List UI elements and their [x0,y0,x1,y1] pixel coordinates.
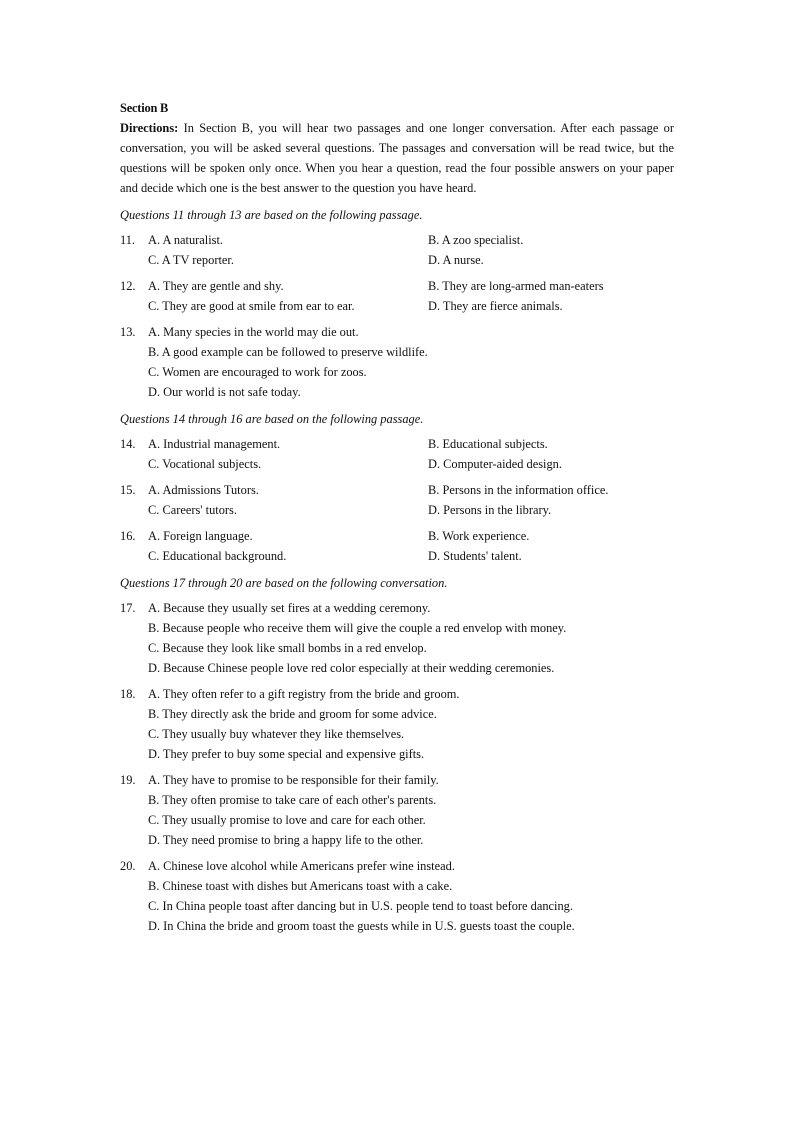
question-item [120,856,674,936]
answer-option-c[interactable]: C. A TV reporter. [148,253,234,267]
question-number: 11. [120,233,136,247]
option-row [120,704,674,724]
question-item [120,434,674,474]
option-row [120,770,674,790]
question-group-intro: Questions 17 through 20 are based on the following conversation. [120,576,448,590]
answer-option-c[interactable]: C. Educational background. [148,549,287,563]
question-number: 13. [120,325,136,339]
answer-option-d[interactable]: D. Our world is not safe today. [148,385,301,399]
option-row [120,658,674,678]
answer-option-b[interactable]: B. Chinese toast with dishes but Americans toast with a cake. [148,879,453,893]
question-number: 14. [120,437,136,451]
answer-option-c[interactable]: C. They are good at smile from ear to ear. [148,299,355,313]
option-row [120,790,674,810]
answer-option-a[interactable]: A. They are gentle and shy. [148,279,284,293]
option-row [120,618,674,638]
section-title: Section B [120,101,169,115]
answer-option-a[interactable]: A. Admissions Tutors. [148,483,259,497]
answer-option-d[interactable]: D. They are fierce animals. [428,299,563,313]
question-number: 18. [120,687,136,701]
question-number: 12. [120,279,136,293]
answer-option-b[interactable]: B. A good example can be followed to preserve wildlife. [148,345,428,359]
question-item [120,480,674,520]
question-number: 20. [120,859,136,873]
directions-text: In Section B, you will hear two passages and one longer conversation. After each passage or conversation, you will be asked several questions. The passages and conversation will be read twice, but the questions will be spoken only once. When you hear a question, read the four possible answers on your paper and decide which one is the best answer to the question you have heard. [120,121,674,195]
question-item [120,276,674,316]
option-row [120,830,674,850]
answer-option-b[interactable]: B. Work experience. [428,529,530,543]
option-row [120,322,674,342]
exam-page [120,98,674,936]
answer-option-d[interactable]: D. A nurse. [428,253,484,267]
answer-option-a[interactable]: A. A naturalist. [148,233,224,247]
answer-option-d[interactable]: D. In China the bride and groom toast the guests while in U.S. guests toast the couple. [148,919,575,933]
question-number: 17. [120,601,136,615]
answer-option-c[interactable]: C. Vocational subjects. [148,457,262,471]
answer-option-c[interactable]: C. Women are encouraged to work for zoos. [148,365,367,379]
answer-option-c[interactable]: C. Careers' tutors. [148,503,237,517]
answer-option-b[interactable]: B. Persons in the information office. [428,483,609,497]
option-row [120,684,674,704]
option-row [120,250,674,270]
answer-option-d[interactable]: D. Because Chinese people love red color especially at their wedding ceremonies. [148,661,555,675]
option-row [120,276,674,296]
directions-label: Directions: [120,121,179,135]
answer-option-c[interactable]: C. They usually buy whatever they like themselves. [148,727,405,741]
answer-option-b[interactable]: B. Because people who receive them will give the couple a red envelop with money. [148,621,567,635]
question-item [120,684,674,764]
question-number: 15. [120,483,136,497]
answer-option-b[interactable]: B. They are long-armed man-eaters [428,279,604,293]
option-row [120,546,674,566]
question-item [120,322,674,402]
option-row [120,810,674,830]
option-row [120,296,674,316]
option-row [120,230,674,250]
question-number: 19. [120,773,136,787]
option-row [120,724,674,744]
question-item [120,526,674,566]
answer-option-b[interactable]: B. They directly ask the bride and groom for some advice. [148,707,437,721]
option-row [120,916,674,936]
question-item [120,230,674,270]
option-row [120,856,674,876]
answer-option-a[interactable]: A. They often refer to a gift registry from the bride and groom. [148,687,460,701]
question-item [120,598,674,678]
option-row [120,744,674,764]
question-group-intro: Questions 14 through 16 are based on the following passage. [120,412,424,426]
option-row [120,434,674,454]
answer-option-d[interactable]: D. Persons in the library. [428,503,552,517]
option-row [120,362,674,382]
answer-option-a[interactable]: A. Industrial management. [148,437,281,451]
option-row [120,500,674,520]
answer-option-b[interactable]: B. A zoo specialist. [428,233,524,247]
answer-option-a[interactable]: A. Foreign language. [148,529,253,543]
question-item [120,770,674,850]
answer-option-c[interactable]: C. They usually promise to love and care for each other. [148,813,426,827]
question-groups [120,205,674,936]
option-row [120,342,674,362]
answer-option-b[interactable]: B. Educational subjects. [428,437,548,451]
directions-paragraph [120,118,674,198]
option-row [120,526,674,546]
question-number: 16. [120,529,136,543]
option-row [120,454,674,474]
answer-option-a[interactable]: A. Many species in the world may die out. [148,325,359,339]
answer-option-d[interactable]: D. Students' talent. [428,549,522,563]
answer-option-c[interactable]: C. In China people toast after dancing but in U.S. people tend to toast before dancing. [148,899,573,913]
answer-option-a[interactable]: A. Chinese love alcohol while Americans prefer wine instead. [148,859,455,873]
option-row [120,896,674,916]
answer-option-d[interactable]: D. Computer-aided design. [428,457,562,471]
option-row [120,598,674,618]
answer-option-a[interactable]: A. Because they usually set fires at a wedding ceremony. [148,601,431,615]
answer-option-c[interactable]: C. Because they look like small bombs in a red envelop. [148,641,427,655]
answer-option-b[interactable]: B. They often promise to take care of each other's parents. [148,793,437,807]
option-row [120,638,674,658]
answer-option-d[interactable]: D. They need promise to bring a happy life to the other. [148,833,424,847]
option-row [120,382,674,402]
answer-option-d[interactable]: D. They prefer to buy some special and expensive gifts. [148,747,425,761]
question-group-intro: Questions 11 through 13 are based on the following passage. [120,208,423,222]
option-row [120,876,674,896]
answer-option-a[interactable]: A. They have to promise to be responsible for their family. [148,773,439,787]
option-row [120,480,674,500]
